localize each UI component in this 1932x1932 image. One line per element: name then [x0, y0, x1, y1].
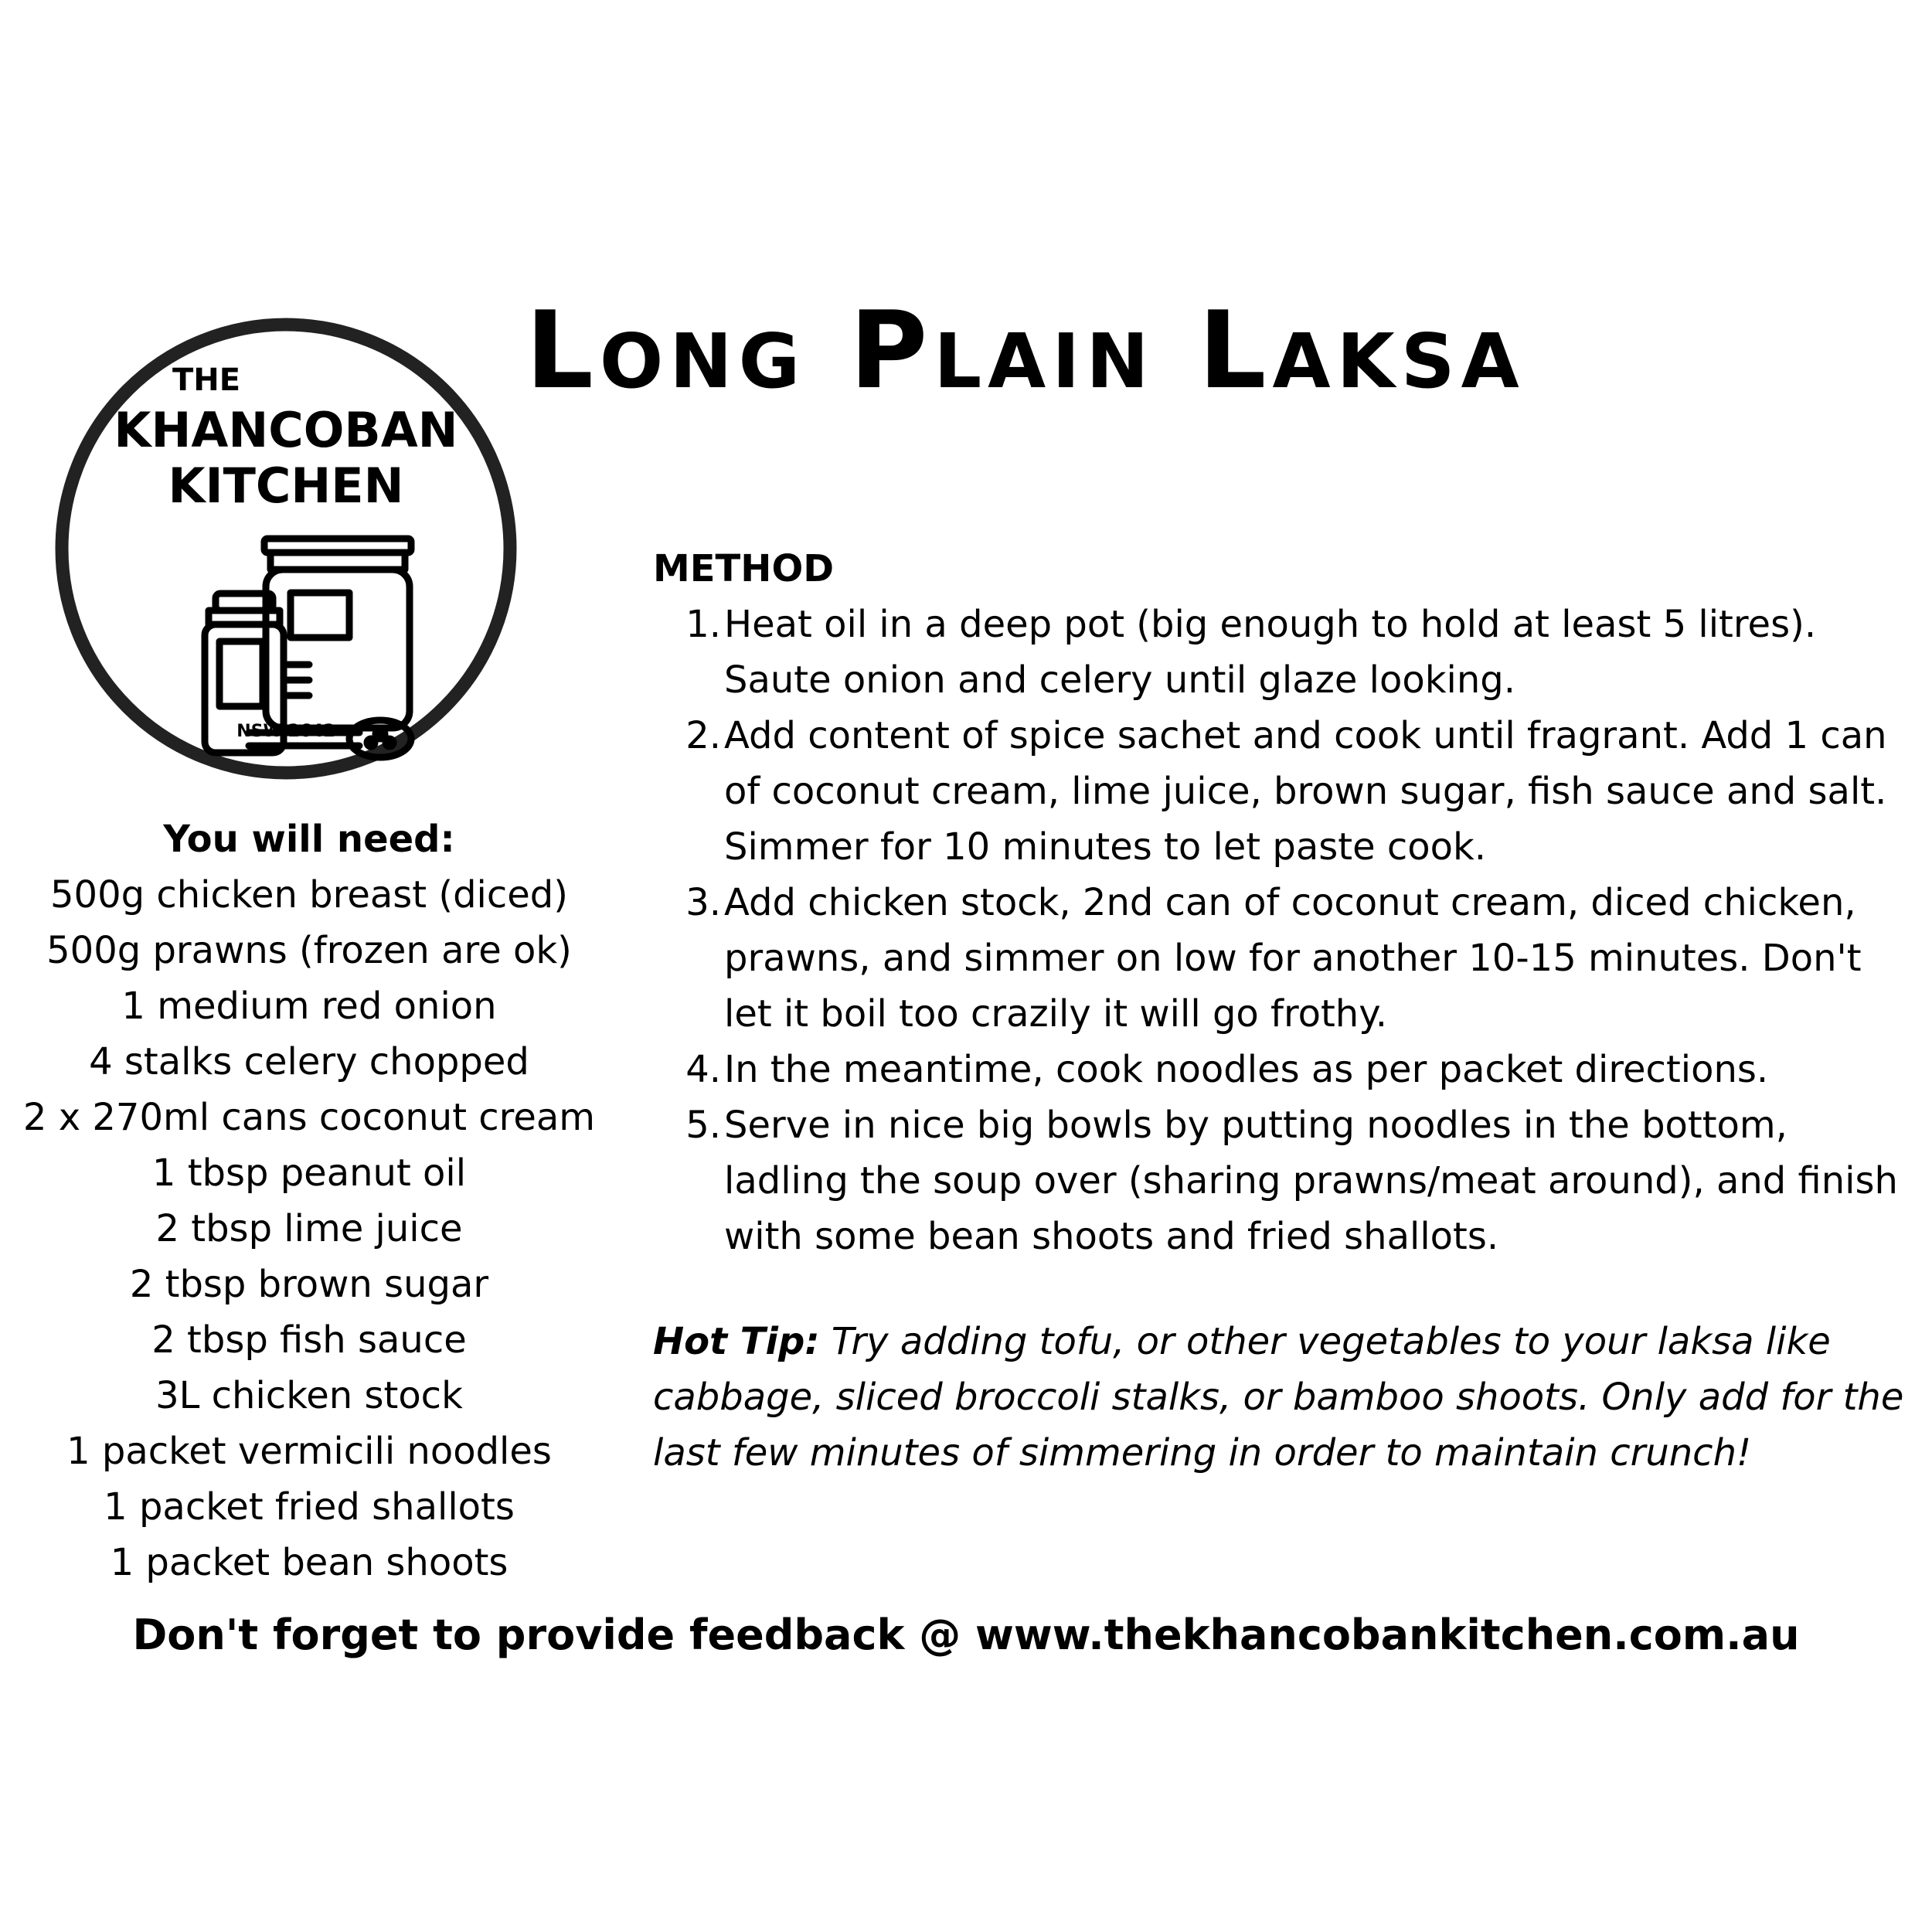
step-number: 4. [685, 1048, 721, 1091]
logo-line-2: KHANCOBAN [114, 402, 458, 458]
ingredients-list [0, 867, 618, 1590]
method-step [653, 708, 1905, 875]
step-text: Serve in nice big bowls by putting noodles in the bottom, ladling the soup over (sharing prawns/meat around), and finish with some bean shoots and fried shallots. [724, 1104, 1898, 1258]
brand-logo [46, 309, 526, 788]
step-number: 5. [685, 1104, 721, 1147]
logo-line-1: THE [172, 362, 241, 398]
step-text: Add chicken stock, 2nd can of coconut cream, diced chicken, prawns, and simmer on low for another 10-15 minutes. Don't let it boil too crazily it will go frothy. [724, 881, 1862, 1036]
ingredient-item: 2 tbsp brown sugar [129, 1263, 489, 1306]
method-step [653, 1097, 1905, 1264]
logo-postcode: NSW 2642 [236, 722, 335, 741]
ingredient-item: 1 tbsp peanut oil [151, 1151, 467, 1195]
method-steps [653, 597, 1905, 1264]
hot-tip-text: Try adding tofu, or other vegetables to your laksa like cabbage, sliced broccoli stalks, or bamboo shoots. Only add for the last few minutes of simmering in order to maintain crunch! [653, 1320, 1904, 1475]
ingredient-item: 1 medium red onion [121, 985, 497, 1028]
ingredient-item: 1 packet fried shallots [104, 1485, 515, 1529]
feedback-footer: Don't forget to provide feedback @ www.thekhancobankitchen.com.au [132, 1611, 1800, 1659]
method-step [653, 597, 1905, 708]
step-number: 3. [685, 881, 721, 924]
step-text: Heat oil in a deep pot (big enough to hold at least 5 litres). Saute onion and celery until glaze looking. [724, 603, 1817, 702]
hot-tip-label: Hot Tip: [653, 1320, 820, 1363]
ingredient-item: 500g chicken breast (diced) [49, 873, 568, 917]
page-title: Long Plain Laksa [526, 288, 1526, 413]
hot-tip [653, 1314, 1905, 1481]
ingredient-item: 2 x 270ml cans coconut cream [22, 1096, 596, 1139]
ingredient-item: 2 tbsp fish sauce [151, 1318, 467, 1362]
step-number: 1. [685, 603, 721, 646]
logo-line-3: KITCHEN [168, 457, 404, 514]
logo-badge [46, 309, 526, 788]
ingredient-item: 3L chicken stock [155, 1374, 463, 1417]
ingredient-item: 1 packet vermicili noodles [66, 1430, 552, 1473]
method-step [653, 875, 1905, 1042]
method-heading: METHOD [653, 547, 835, 590]
method-step [653, 1042, 1905, 1097]
ingredient-item: 500g prawns (frozen are ok) [46, 929, 572, 972]
step-text: Add content of spice sachet and cook until fragrant. Add 1 can of coconut cream, lime juice, brown sugar, fish sauce and salt. Simmer for 10 minutes to let paste cook. [724, 714, 1887, 869]
ingredient-item: 2 tbsp lime juice [155, 1207, 463, 1250]
ingredient-item: 4 stalks celery chopped [89, 1040, 529, 1083]
ingredients-heading: You will need: [163, 818, 455, 861]
step-number: 2. [685, 714, 721, 757]
ingredient-item: 1 packet bean shoots [110, 1541, 509, 1584]
method-section [653, 541, 1905, 1264]
ingredients-section [0, 811, 618, 1590]
step-text: In the meantime, cook noodles as per packet directions. [724, 1048, 1769, 1091]
